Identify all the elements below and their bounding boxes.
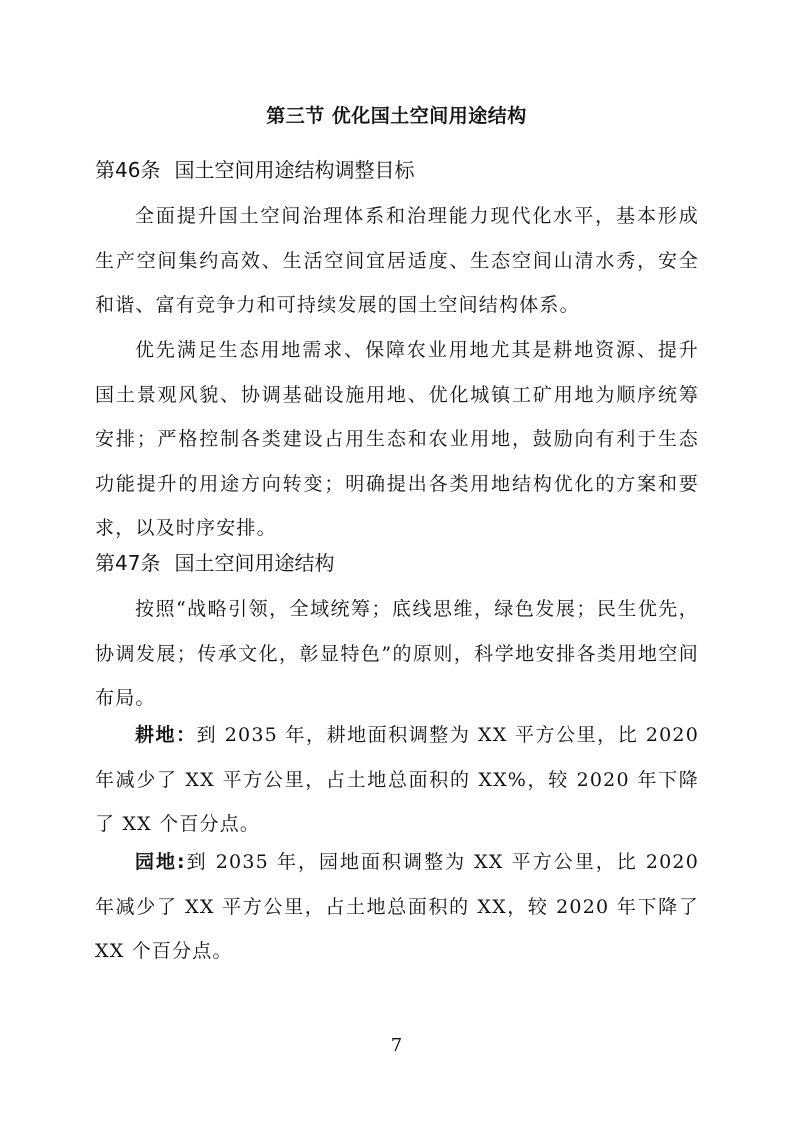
orchard-text: 到 2035 年，园地面积调整为 XX 平方公里，比 2020 年减少了 XX 平方公里，占土地总面积的 XX，较 2020 年下降了 XX 个百分点。 [95, 851, 699, 962]
farmland-paragraph [95, 713, 699, 847]
article-46-paragraph-1: 全面提升国土空间治理体系和治理能力现代化水平，基本形成生产空间集约高效、生活空间宜居适度、生态空间山清水秀，安全和谐、富有竞争力和可持续发展的国土空间结构体系。 [95, 205, 699, 316]
article-47-heading [95, 547, 334, 579]
article-46-number: 第46条 [95, 158, 161, 182]
farmland-text: 到 2035 年，耕地面积调整为 XX 平方公里，比 2020 年减少了 XX 平方公里，占土地总面积的 XX%，较 2020 年下降了 XX 个百分点。 [95, 724, 699, 835]
farmland-label: 耕地： [135, 724, 197, 746]
article-46-title: 国土空间用途结构调整目标 [174, 158, 415, 182]
article-47-number: 第47条 [95, 551, 161, 575]
orchard-label: 园地: [135, 851, 186, 873]
section-title: 第三节 优化国土空间用途结构 [266, 105, 527, 127]
article-47-intro: 按照“战略引领，全域统筹；底线思维，绿色发展；民生优先，协调发展；传承文化，彰显特色”的原则，科学地安排各类用地空间布局。 [95, 598, 699, 709]
article-46-paragraph-2: 优先满足生态用地需求、保障农业用地尤其是耕地资源、提升国土景观风貌、协调基础设施用地、优化城镇工矿用地为顺序统筹安排；严格控制各类建设占用生态和农业用地，鼓励向有利于生态功能提升的用途方向转变；明确提出各类用地结构优化的方案和要求，以及时序安排。 [95, 339, 699, 539]
article-46-heading [95, 154, 414, 186]
orchard-paragraph [95, 840, 699, 974]
article-47-title: 国土空间用途结构 [174, 551, 335, 575]
page-number: 7 [390, 1035, 403, 1056]
